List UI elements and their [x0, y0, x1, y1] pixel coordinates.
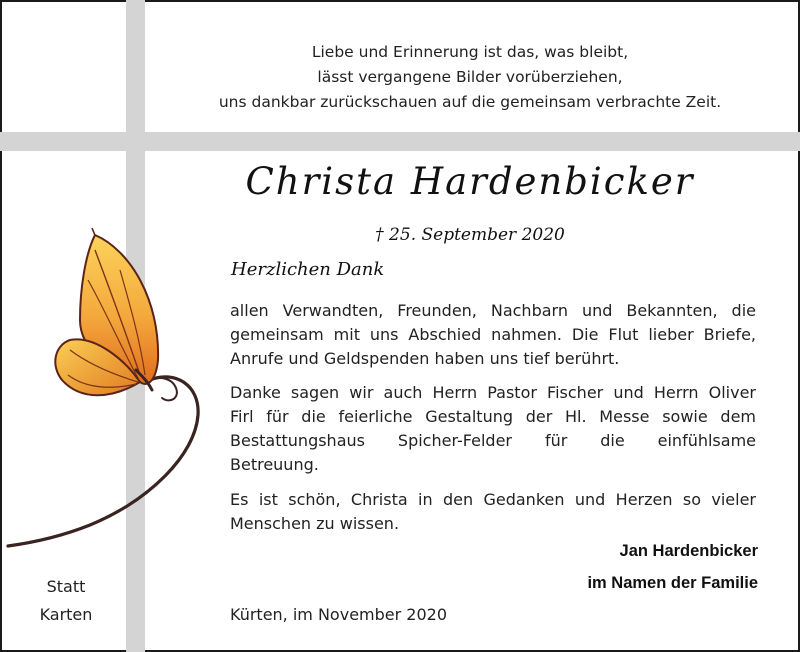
place-and-date: Kürten, im November 2020 [230, 605, 447, 624]
poem-line: Liebe und Erinnerung ist das, was bleibt, [311, 43, 629, 61]
paragraph-line: Betreuung. [230, 455, 319, 474]
thanks-paragraph-3 [230, 488, 756, 536]
paragraph-line: allen Verwandten, Freunden, Nachbarn und Bekannten, die [230, 301, 756, 320]
thanks-paragraph-2 [230, 381, 756, 477]
thanks-heading: Herzlichen Dank [231, 259, 385, 280]
cross-horizontal-beam [0, 132, 800, 151]
signature-name: Jan Hardenbicker [619, 542, 758, 560]
poem-line: lässt vergangene Bilder vorüberziehen, [317, 68, 623, 86]
memorial-poem [150, 40, 790, 115]
death-date: † 25. September 2020 [375, 225, 565, 245]
paragraph-line: Es ist schön, Christa in den Gedanken und Herzen so vieler [230, 490, 756, 509]
statt-karten-note [20, 573, 112, 629]
paragraph-line: Firl für die feierliche Gestaltung der Hl. Messe sowie dem [230, 407, 756, 426]
karten-label: Karten [39, 605, 93, 624]
thanks-paragraph-1 [230, 299, 756, 371]
paragraph-line: Danke sagen wir auch Herrn Pastor Fischer und Herrn Oliver [230, 383, 756, 402]
paragraph-line: Bestattungshaus Spicher-Felder für die einfühlsame [230, 431, 756, 450]
statt-label: Statt [46, 577, 86, 596]
deceased-name: Christa Hardenbicker [245, 160, 695, 203]
paragraph-line: Menschen zu wissen. [230, 514, 400, 533]
paragraph-line: Anrufe und Geldspenden haben uns tief berührt. [230, 349, 620, 368]
paragraph-line: gemeinsam mit uns Abschied nahmen. Die Flut lieber Briefe, [230, 325, 756, 344]
butterfly-icon [0, 210, 210, 560]
signature-family: im Namen der Familie [587, 574, 758, 592]
poem-line: uns dankbar zurückschauen auf die gemeinsam verbrachte Zeit. [218, 93, 722, 111]
